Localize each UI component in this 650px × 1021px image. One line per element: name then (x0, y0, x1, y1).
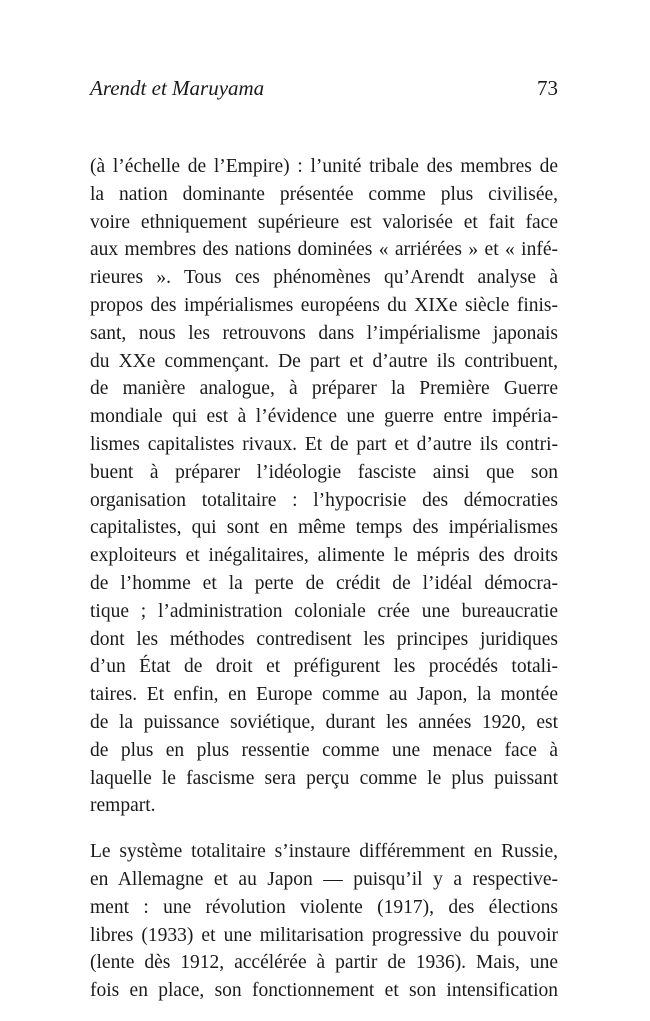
text-line: libres (1933) et une militarisation progressive du pouvoir (90, 924, 558, 946)
text-line: du XXe commençant. De part et d’autre ils contribuent, (90, 350, 558, 372)
text-line: d’un État de droit et préfigurent les procédés totali- (90, 656, 558, 678)
text-line: la nation dominante présentée comme plus civilisée, (90, 183, 558, 205)
text-line: rempart. (90, 795, 156, 817)
running-header (90, 74, 558, 102)
text-line: rieures ». Tous ces phénomènes qu’Arendt analyse à (90, 267, 558, 289)
text-line: aux membres des nations dominées « arriérées » et « infé- (90, 239, 558, 261)
text-line: exploiteurs et inégalitaires, alimente le mépris des droits (90, 545, 558, 567)
text-line: sant, nous les retrouvons dans l’impérialisme japonais (90, 322, 558, 344)
text-line: laquelle le fascisme sera perçu comme le plus puissant (90, 767, 558, 789)
text-line: de plus en plus ressentie comme une menace face à (90, 739, 558, 761)
text-line: en Allemagne et au Japon — puisqu’il y a respective- (90, 868, 558, 890)
text-line: propos des impérialismes européens du XIXe siècle finis- (90, 294, 558, 316)
text-line: organisation totalitaire : l’hypocrisie des démocraties (90, 489, 558, 511)
text-line: Le système totalitaire s’instaure différemment en Russie, (90, 841, 558, 863)
text-line: taires. Et enfin, en Europe comme au Japon, la montée (90, 684, 558, 706)
text-line: de la puissance soviétique, durant les années 1920, est (90, 711, 558, 733)
text-line: ment : une révolution violente (1917), des élections (90, 896, 558, 918)
text-line: de l’homme et la perte de crédit de l’idéal démocra- (90, 572, 558, 594)
text-line: buent à préparer l’idéologie fasciste ainsi que son (90, 461, 558, 483)
text-line: fois en place, son fonctionnement et son intensification (90, 980, 558, 1002)
text-line: tique ; l’administration coloniale crée une bureaucratie (90, 600, 558, 622)
text-line: mondiale qui est à l’évidence une guerre entre impéria- (90, 406, 558, 428)
text-line: (lente dès 1912, accélérée à partir de 1936). Mais, une (90, 952, 558, 974)
paragraph-1 (90, 153, 558, 820)
text-line: dont les méthodes contredisent les principes juridiques (90, 628, 558, 650)
text-line: voire ethniquement supérieure est valorisée et fait face (90, 211, 558, 233)
running-title: Arendt et Maruyama (90, 76, 265, 100)
body-text (90, 153, 558, 1005)
text-line: lismes capitalistes rivaux. Et de part et d’autre ils contri- (90, 433, 558, 455)
text-line: de manière analogue, à préparer la Première Guerre (90, 378, 558, 400)
text-line: capitalistes, qui sont en même temps des impérialismes (90, 517, 558, 539)
paragraph-2 (90, 838, 558, 1005)
text-line: (à l’échelle de l’Empire) : l’unité tribale des membres de (90, 156, 558, 177)
paragraph-gap (90, 820, 558, 838)
page-number: 73 (537, 76, 558, 100)
